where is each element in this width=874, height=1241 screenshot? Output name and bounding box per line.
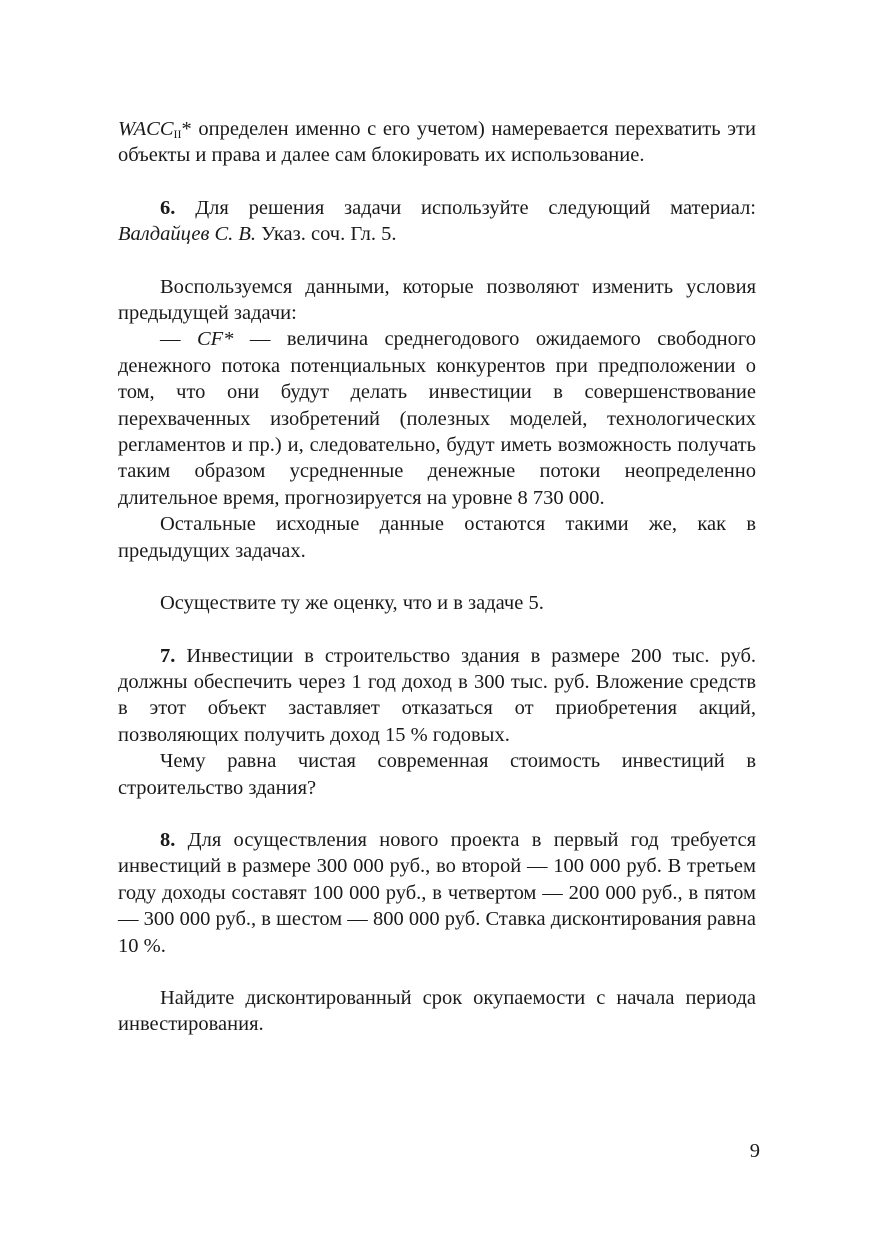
task-6-data-intro: Воспользуемся данными, которые позволяют изменить условия предыдущей задачи: <box>118 275 756 325</box>
cf-symbol: CF* <box>196 328 234 351</box>
cf-dash: — <box>160 328 197 351</box>
task-6-rest: Остальные исходные данные остаются такими же, как в предыдущих задачах. <box>118 513 756 562</box>
task-6-text: Для решения задачи используйте следующий материал: <box>175 196 756 219</box>
wacc-symbol: WACC <box>118 118 174 140</box>
task-6-question: Осуществите ту же оценку, что и в задаче 5. <box>160 592 544 615</box>
task-6-ref: Указ. соч. Гл. 5. <box>256 223 397 246</box>
task-6-paragraph <box>118 195 756 248</box>
task-7-paragraph <box>118 643 756 749</box>
page-body <box>118 116 756 1038</box>
task-8-question: Найдите дисконтированный срок окупаемости с начала периода инвестирования. <box>118 986 756 1036</box>
task-7-text: Инвестиции в строительство здания в размере 200 тыс. руб. должны обеспечить через 1 год доход в 300 тыс. руб. Вложение средств в этот объект заставляет отказаться от приобретения акций, позволяющих получить доход 15 % годовых. <box>118 644 756 746</box>
task-6-cf-paragraph <box>118 326 756 511</box>
task-7-number: 7. <box>160 644 176 667</box>
task-8-paragraph <box>118 827 756 959</box>
task-6-author: Валдайцев С. В. <box>118 223 257 246</box>
wacc-subscript: II <box>173 127 182 141</box>
cf-text: — величина среднегодового ожидаемого свободного денежного потока потенциальных конкурентов при предположении о том, что они будут делать инвестиции в совершенствование перехваченных изобретений (полезных моделей, технологических регламентов и пр.) и, следовательно, будут иметь возможность получать таким образом усредненные денежные потоки неопределенно длительное время, прогнозируется на уровне 8 730 000. <box>118 328 757 509</box>
task-8-number: 8. <box>160 828 176 851</box>
task-6-number: 6. <box>160 196 176 219</box>
page-number: 9 <box>749 1140 760 1162</box>
intro-paragraph <box>118 116 756 169</box>
intro-text: * определен именно с его учетом) намеревается перехватить эти объекты и права и далее сам блокировать их использование. <box>118 118 756 167</box>
task-8-text: Для осуществления нового проекта в первый год требуется инвестиций в размере 300 000 руб., во второй — 100 000 руб. В третьем году доходы составят 100 000 руб., в четвертом — 200 000 руб., в пятом — 300 000 руб., в шестом — 800 000 руб. Ставка дисконтирования равна 10 %. <box>118 828 756 957</box>
task-7-question: Чему равна чистая современная стоимость инвестиций в строительство здания? <box>118 750 756 799</box>
